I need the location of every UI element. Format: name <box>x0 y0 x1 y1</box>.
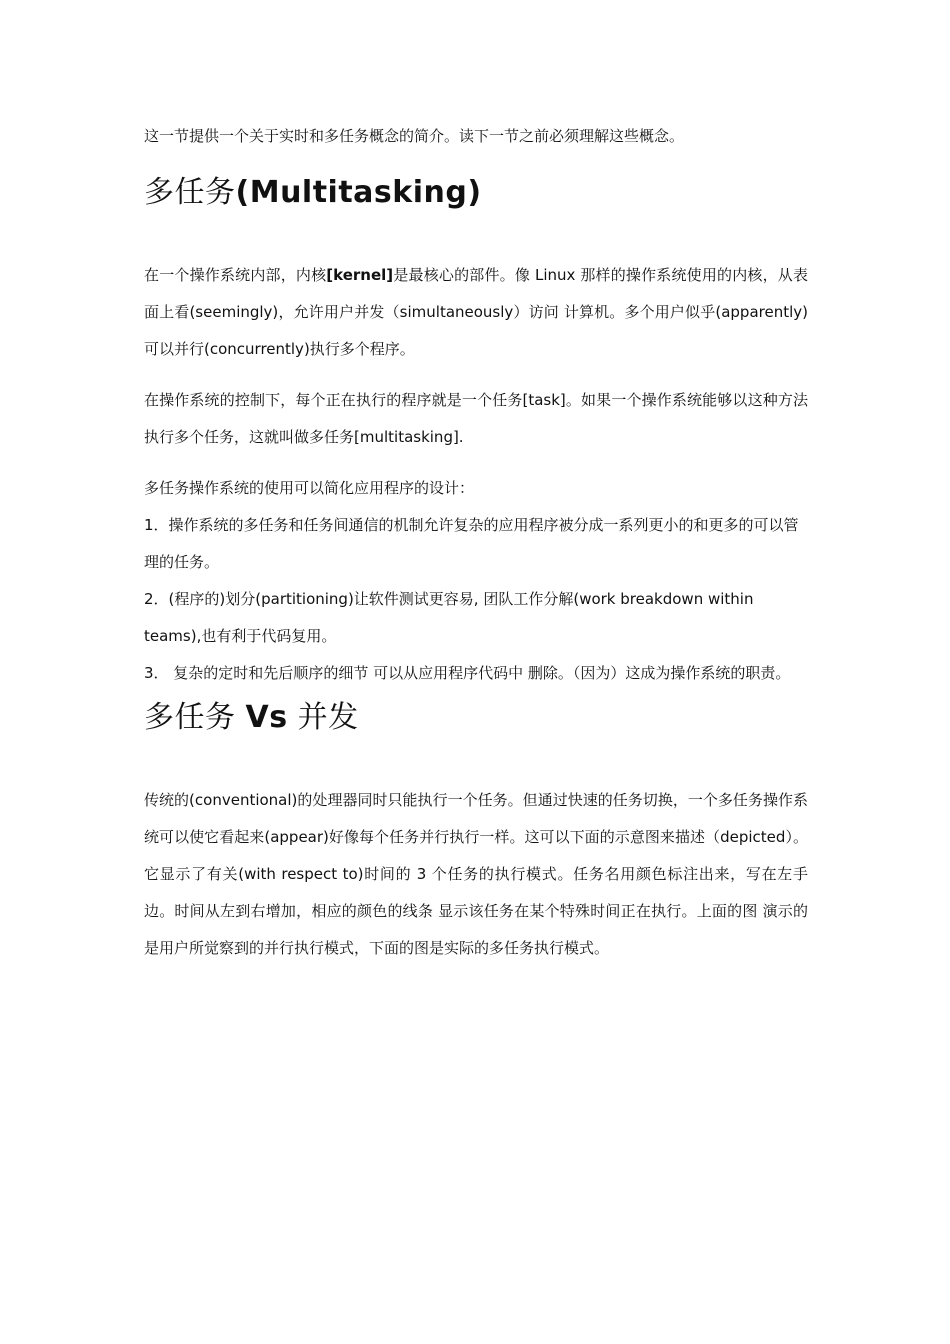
kernel-paragraph-part2: 是最核心的部件。像 Linux 那样的操作系统使用的内核，从表面上看(seemingly)，允许用户并发（simultaneously）访问 计算机。多个用户似乎(apparently)可以并行(concurrently)执行多个程序。 <box>144 266 808 358</box>
heading2-text-prefix: 多任务 <box>144 700 246 735</box>
intro-paragraph: 这一节提供一个关于实时和多任务概念的简介。读下一节之前必须理解这些概念。 <box>144 127 685 145</box>
heading2-text-suffix: 并发 <box>287 700 359 735</box>
heading-text-en: (Multitasking) <box>235 175 482 210</box>
conventional-processor-paragraph: 传统的(conventional)的处理器同时只能执行一个任务。但通过快速的任务切换，一个多任务操作系统可以使它看起来(appear)好像每个任务并行执行一样。这可以下面的示意图来描述（depicted）。它显示了有关(with respect to)时间的 3 个任务的执行模式。任务名用颜色标注出来，写在左手边。时间从左到右增加，相应的颜色的线条 显示该任务在某个特殊时间正在执行。上面的图 演示的是用户所觉察到的并行执行模式，下面的图是实际的多任务执行模式。 <box>144 791 808 957</box>
heading-text-cn: 多任务 <box>144 175 236 210</box>
kernel-paragraph-part1: 在一个操作系统内部，内核 <box>144 266 327 284</box>
document-content <box>144 118 808 967</box>
kernel-paragraph <box>144 257 808 368</box>
benefits-intro-paragraph: 多任务操作系统的使用可以简化应用程序的设计： <box>144 479 475 497</box>
benefit-list-item-2: 2．(程序的)划分(partitioning)让软件测试更容易, 团队工作分解(work breakdown within teams),也有利于代码复用。 <box>144 590 754 645</box>
section-heading-multitasking-vs-concurrency <box>144 698 808 738</box>
task-paragraph: 在操作系统的控制下，每个正在执行的程序就是一个任务[task]。如果一个操作系统能够以这种方法执行多个任务，这就叫做多任务[multitasking]. <box>144 391 808 446</box>
section-heading-multitasking <box>144 173 808 213</box>
benefit-list-item-1: 1．操作系统的多任务和任务间通信的机制允许复杂的应用程序被分成一系列更小的和更多的可以管理的任务。 <box>144 516 799 571</box>
heading2-text-bold: Vs <box>245 700 288 735</box>
benefit-list-item-3: 3． 复杂的定时和先后顺序的细节 可以从应用程序代码中 删除。（因为）这成为操作系统的职责。 <box>144 664 791 682</box>
kernel-term: [kernel] <box>326 266 394 284</box>
